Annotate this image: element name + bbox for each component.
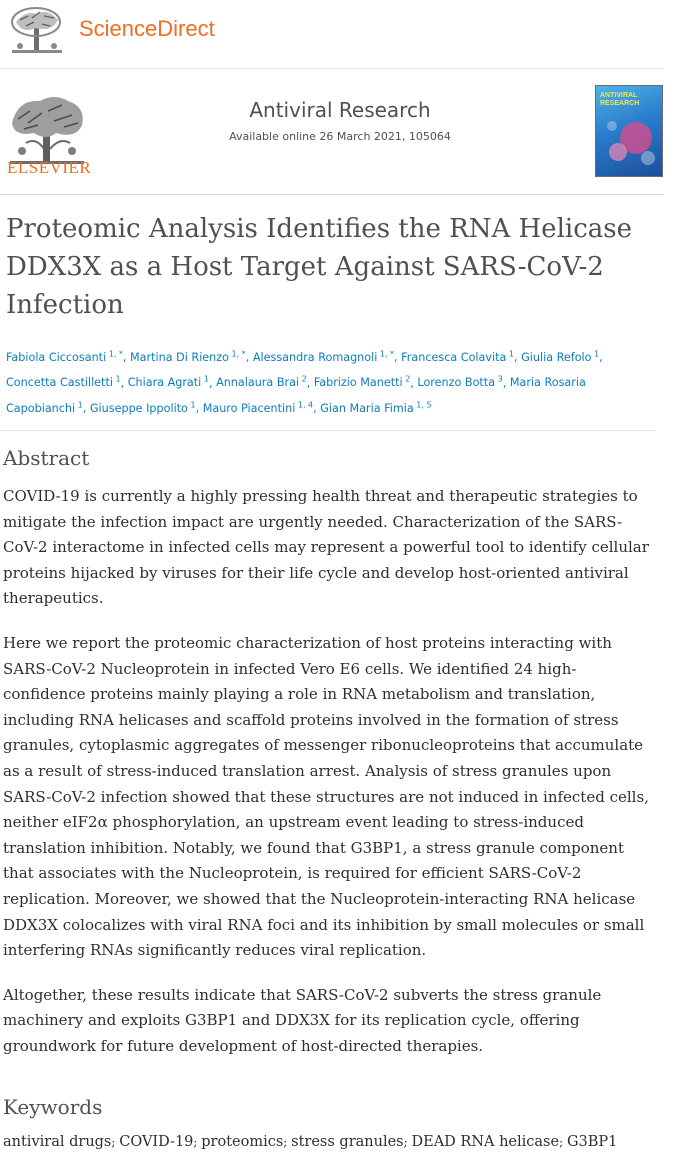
author-separator: , — [82, 402, 90, 416]
author-affiliation-marker: 2 — [402, 374, 411, 384]
abstract-body — [3, 484, 655, 1078]
author-name: Francesca Colavita — [401, 350, 507, 364]
author-link[interactable] — [417, 376, 502, 389]
author-separator: , — [245, 350, 253, 364]
author-affiliation-marker: 1 — [187, 400, 196, 410]
cover-art — [596, 86, 662, 176]
author-link[interactable] — [130, 351, 246, 364]
keyword-separator: ; — [403, 1135, 412, 1149]
keyword-separator: ; — [111, 1135, 120, 1149]
author-name: Mauro Piacentini — [202, 402, 296, 416]
keyword-separator: ; — [193, 1135, 202, 1149]
author-link[interactable] — [6, 351, 123, 364]
journal-header — [0, 68, 664, 195]
author-link[interactable] — [253, 351, 394, 364]
abstract-paragraph: Altogether, these results indicate that SARS-CoV-2 subverts the stress granule machinery and exploits G3BP1 and DDX3X for its replication cycle, offering groundwork for future development of host-directed therapies. — [3, 985, 602, 1055]
author-link[interactable] — [128, 376, 209, 389]
author-separator: , — [120, 376, 128, 390]
keywords-list — [3, 1134, 663, 1150]
keyword: proteomics — [201, 1134, 284, 1150]
author-name: Maria Rosaria Capobianchi — [6, 376, 586, 416]
keyword: stress granules — [291, 1134, 404, 1150]
author-separator: , — [394, 350, 402, 364]
author-name: Giulia Refolo — [521, 350, 592, 364]
keyword-separator: ; — [283, 1135, 292, 1149]
keyword: DEAD RNA helicase — [411, 1134, 560, 1150]
elsevier-wordmark: ELSEVIER — [7, 158, 92, 177]
author-link[interactable] — [401, 351, 514, 364]
author-name: Concetta Castilletti — [6, 376, 113, 390]
keyword: antiviral drugs — [3, 1134, 112, 1150]
abstract-paragraph: COVID-19 is currently a highly pressing health threat and therapeutic strategies to mitigate the infection impact are urgently needed. Characterization of the SARS-CoV-2 interactome in infected cells may represent a powerful tool to identify cellular proteins hijacked by viruses for their life cycle and develop host-oriented antiviral therapeutics. — [3, 487, 649, 608]
author-link[interactable] — [203, 402, 313, 415]
author-separator: , — [502, 376, 510, 390]
sciencedirect-brand[interactable]: ScienceDirect — [79, 16, 215, 41]
author-name: Giuseppe Ippolito — [89, 402, 188, 416]
keywords-heading: Keywords — [3, 1095, 103, 1119]
author-affiliation-marker: 1 — [506, 349, 514, 358]
author-name: Fabrizio Manetti — [313, 376, 403, 390]
author-separator: , — [306, 376, 314, 390]
top-bar — [0, 0, 664, 69]
author-link[interactable] — [216, 376, 307, 389]
author-affiliation-marker: 1, 5 — [413, 400, 432, 410]
author-separator: , — [195, 402, 203, 416]
author-link[interactable] — [320, 402, 431, 415]
abstract-paragraph: Here we report the proteomic characterization of host proteins interacting with SARS-CoV-2 Nucleoprotein in infected Vero E6 cells. We identified 24 high-confidence proteins mainly playing a role in RNA metabolism and translation, including RNA helicases and scaffold proteins involved in the formation of stress granules, cytoplasmic aggregates of messenger ribonucleoproteins that accumulate as a result of stress-induced translation arrest. Analysis of stress granules upon SARS-CoV-2 infection showed that these structures are not induced in infected cells, neither eIF2α phosphorylation, an upstream event leading to stress-induced translation inhibition. Notably, we found that G3BP1, a stress granule component that associates with the Nucleoprotein, is required for efficient SARS-CoV-2 replication. Moreover, we showed that the Nucleoprotein-interacting RNA helicase DDX3X colocalizes with viral RNA foci and its inhibition by small molecules or small interfering RNAs significantly reduces viral replication. — [3, 633, 649, 960]
author-affiliation-marker: 1 — [201, 374, 209, 384]
author-link[interactable] — [521, 351, 599, 364]
availability-info: Available online 26 March 2021, 105064 — [229, 130, 451, 143]
author-separator: , — [514, 350, 522, 364]
author-affiliation-marker: 1 — [591, 349, 600, 358]
author-name: Alessandra Romagnoli — [252, 350, 378, 364]
author-affiliation-marker: 1, * — [229, 349, 246, 358]
cover-title: ANTIVIRAL RESEARCH — [600, 92, 640, 107]
author-affiliation-marker: 2 — [299, 374, 307, 384]
keyword-separator: ; — [559, 1135, 567, 1149]
author-separator: , — [122, 350, 131, 364]
author-name: Martina Di Rienzo — [130, 350, 229, 364]
article-title: Proteomic Analysis Identifies the RNA Helicase DDX3X as a Host Target Against SARS-CoV-2 Infection — [6, 214, 632, 320]
author-name: Annalaura Brai — [216, 376, 300, 390]
abstract-heading: Abstract — [3, 446, 90, 470]
author-list — [6, 343, 656, 416]
author-link[interactable] — [314, 376, 410, 389]
author-separator: , — [599, 350, 603, 364]
author-link[interactable] — [90, 402, 196, 415]
author-affiliation-marker: 1 — [112, 374, 121, 384]
journal-cover-image[interactable] — [595, 85, 663, 177]
author-separator: , — [208, 376, 217, 390]
sciencedirect-tree-logo[interactable] — [8, 6, 66, 56]
author-affiliation-marker: 1, * — [377, 349, 395, 358]
author-name: Fabiola Ciccosanti — [6, 350, 107, 364]
author-separator: , — [410, 376, 418, 390]
author-link[interactable] — [6, 376, 121, 389]
keyword: G3BP1 — [566, 1134, 618, 1150]
author-name: Chiara Agrati — [127, 376, 202, 390]
keyword: COVID-19 — [119, 1134, 194, 1150]
author-affiliation-marker: 1, * — [106, 349, 123, 358]
author-affiliation-marker: 3 — [495, 374, 503, 384]
author-separator: , — [313, 402, 321, 416]
author-name: Lorenzo Botta — [417, 376, 496, 390]
author-affiliation-marker: 1, 4 — [295, 400, 314, 410]
author-affiliation-marker: 1 — [75, 400, 83, 410]
journal-name[interactable]: Antiviral Research — [249, 98, 431, 122]
author-name: Gian Maria Fimia — [320, 402, 414, 416]
divider — [0, 430, 656, 431]
